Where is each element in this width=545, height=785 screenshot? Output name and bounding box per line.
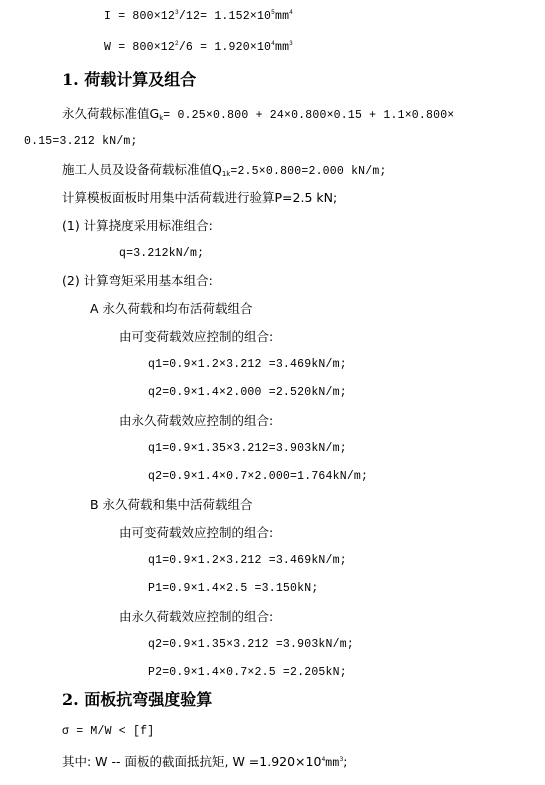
group-b-p2: P2=0.9×1.4×0.7×2.5 =2.205kN; [148, 666, 347, 679]
live-load-line: 施工人员及设备荷载标准值$Q_{1k}=2.5\times 0.800=2.000$ kN/m; [62, 162, 387, 178]
concentrated-load-line: 计算模板面板时用集中活荷载进行验算P=2.5 kN; [62, 190, 338, 205]
group-b-permanent-title: 由永久荷载效应控制的组合: [119, 609, 274, 624]
group-a-q2-permanent: q2=0.9×1.4×0.7×2.000=1.764kN/m; [148, 470, 369, 483]
group-a-q1-permanent: q1=0.9×1.35×3.212=3.903kN/m; [148, 442, 347, 455]
permanent-load-cont: 0.15=3.212 kN/m; [24, 135, 138, 148]
group-a-variable-title: 由可变荷载效应控制的组合: [119, 329, 274, 344]
inertia-formula: $I = 800\times 12^3/12= 1.152\times 10^5mm^4$ [104, 9, 293, 23]
group-a-permanent-title: 由永久荷载效应控制的组合: [119, 413, 274, 428]
group-a-q2: q2=0.9×1.4×2.000 =2.520kN/m; [148, 386, 347, 399]
where-line: 其中: W -- 面板的截面抵抗矩, $W =1.920\times 10^4mm^3$; [62, 754, 348, 770]
deflection-q: q=3.212kN/m; [119, 247, 205, 260]
section-modulus-formula: $W = 800\times 12^2/6 = 1.920\times 10^4mm^3$ [104, 40, 293, 54]
group-b-q2: q2=0.9×1.35×3.212 =3.903kN/m; [148, 638, 354, 651]
group-b-p1: P1=0.9×1.4×2.5 =3.150kN; [148, 582, 319, 595]
group-a-q1: q1=0.9×1.2×3.212 =3.469kN/m; [148, 358, 347, 371]
group-b-q1: q1=0.9×1.2×3.212 =3.469kN/m; [148, 554, 347, 567]
section-2-heading: 2. 面板抗弯强度验算 [62, 690, 213, 709]
group-b-title: B 永久荷载和集中活荷载组合 [90, 497, 253, 512]
group-b-variable-title: 由可变荷载效应控制的组合: [119, 525, 274, 540]
permanent-load-line: 永久荷载标准值$G_k= 0.25\times 0.800 + 24\times 0.800\times 0.15 + 1.1\times 0.800\times$ [62, 106, 455, 122]
bending-formula: σ = M/W < [f] [62, 725, 155, 738]
group-a-title: A 永久荷载和均布活荷载组合 [90, 301, 253, 316]
moment-title: (2) 计算弯矩采用基本组合: [62, 273, 213, 288]
deflection-title: (1) 计算挠度采用标准组合: [62, 218, 213, 233]
section-1-heading: 1. 荷载计算及组合 [62, 70, 197, 89]
